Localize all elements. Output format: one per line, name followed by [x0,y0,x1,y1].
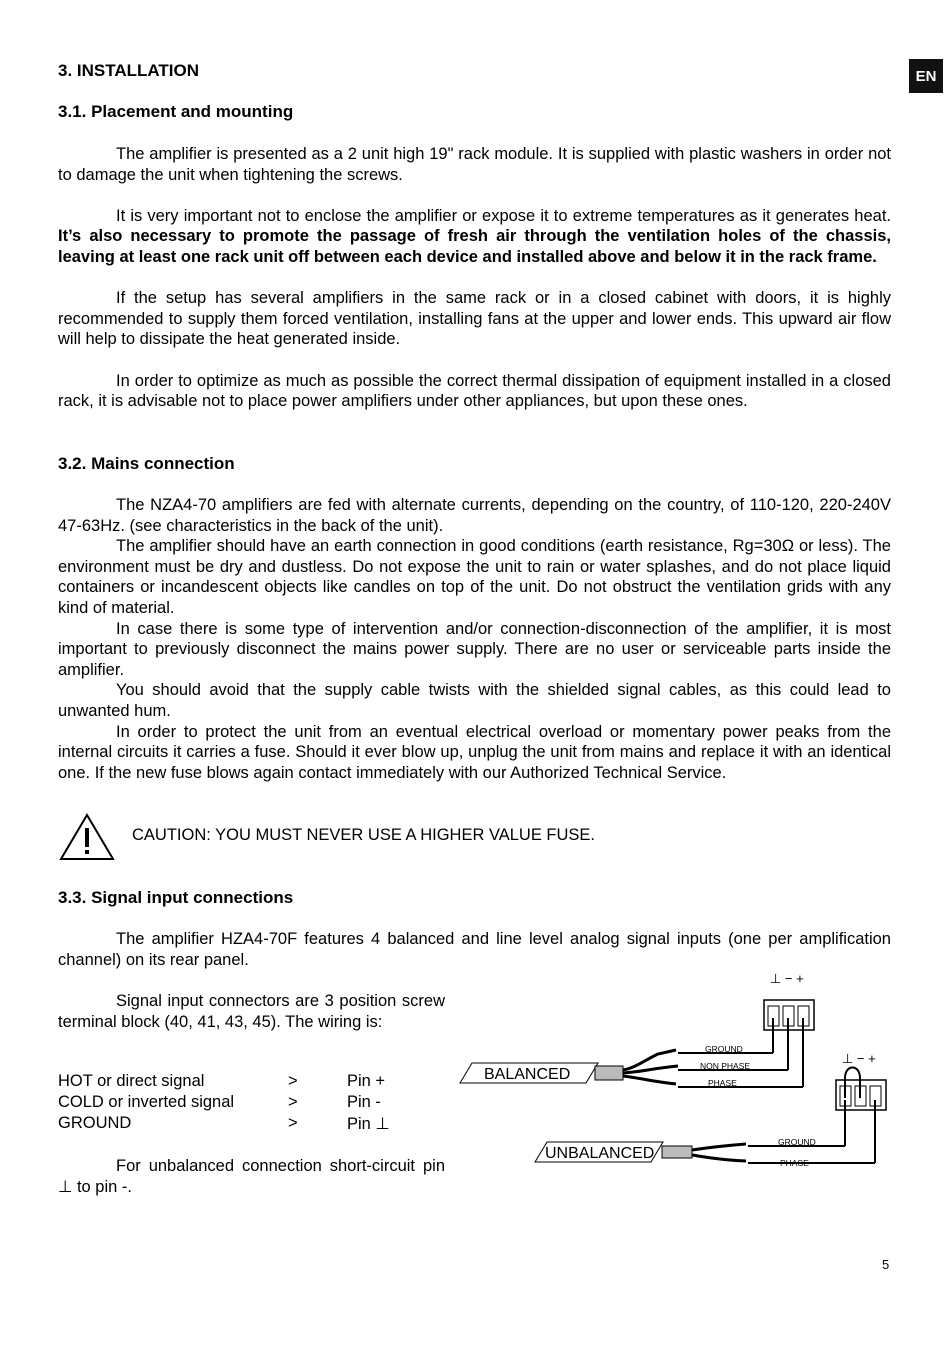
table-row [58,1072,390,1093]
warning-triangle-icon [58,812,116,862]
wiring-diagram [450,960,900,1190]
paragraph: If the setup has several amplifiers in the same rack or in a closed cabinet with doors, it is highly recommended to supply them forced ventilation, installing fans at the upper and lower ends. This upward air flow will help to dissipate the heat generated inside. [58,289,891,349]
paragraph-emphasis: It’s also necessary to promote the passage of fresh air through the ventilation holes of the chassis, leaving at least one rack unit off between each device and installed above and below it in the rack frame. [58,227,891,266]
paragraph: The amplifier HZA4-70F features 4 balanced and line level analog signal inputs (one per amplification channel) on its rear panel. [58,930,891,969]
paragraph: The amplifier should have an earth connection in good conditions (earth resistance, Rg=30Ω or less). The environment must be dry and dustless. Do not expose the unit to rain or water splashes, and do not place liquid containers or incandescent objects like candles on top of the unit. Do not obstruct the ventilation grids with any kind of material. [58,537,891,617]
paragraph: The amplifier is presented as a 2 unit high 19" rack module. It is supplied with plastic washers in order not to damage the unit when tightening the screws. [58,145,891,184]
balanced-cable [460,1018,803,1088]
paragraph: In order to protect the unit from an eventual electrical overload or momentary power peaks from the internal circuits it carries a fuse. Should it ever blow up, unplug the unit from mains and replace it with an identical one. If the new fuse blows again contact immediately with our Authorized Technical Service. [58,722,891,782]
mains-block [58,495,891,783]
wire-ground-label: GROUND [778,1137,816,1147]
paragraph: For unbalanced connection short-circuit pin ⊥ to pin -. [58,1157,445,1196]
signal-cell: HOT or direct signal [58,1072,205,1090]
caution-notice [58,812,891,862]
terminal-block-unbalanced [836,1068,886,1111]
paragraph: You should avoid that the supply cable twists with the shielded signal cables, as this could lead to unwanted hum. [58,681,891,720]
arrow-cell: > [288,1093,298,1111]
language-badge: EN [909,59,943,93]
unbalanced-note [58,1156,445,1197]
arrow-cell: > [288,1072,298,1090]
pin-cell: Pin ⊥ [347,1115,390,1133]
unbalanced-label: UNBALANCED [545,1145,655,1162]
terminal-symbols-unbalanced: ⊥ − + [842,1051,876,1066]
paragraph: In order to optimize as much as possible the correct thermal dissipation of equipment installed in a closed rack, it is advisable not to place power amplifiers under other appliances, but upon these ones. [58,371,891,411]
signal-connector-text [58,991,445,1032]
unbalanced-cable [535,1100,875,1168]
table-row [58,1093,390,1114]
subsection-title-placement: 3.1. Placement and mounting [58,102,294,121]
paragraph: Signal input connectors are 3 position screw terminal block (40, 41, 43, 45). The wiring is: [58,992,445,1031]
table-row [58,1114,390,1135]
page-number: 5 [882,1257,890,1272]
subsection-title-signal: 3.3. Signal input connections [58,888,294,907]
pin-cell: Pin + [347,1072,386,1090]
terminal-symbols-balanced: ⊥ − + [770,971,804,986]
paragraph: In case there is some type of intervention and/or connection-disconnection of the amplifier, it is most important to previously disconnect the mains power supply. There are no user or serviceable parts inside the amplifier. [58,619,891,679]
wire-ground-label: GROUND [705,1044,743,1054]
wire-phase-label: PHASE [780,1158,809,1168]
placement-block [58,144,891,412]
paragraph [58,206,891,268]
caution-text: CAUTION: YOU MUST NEVER USE A HIGHER VALUE FUSE. [132,826,596,844]
signal-cell: GROUND [58,1114,132,1132]
paragraph: The NZA4-70 amplifiers are fed with alternate currents, depending on the country, of 110-120, 220-240V 47-63Hz. (see characteristics in the back of the unit). [58,496,891,535]
wiring-table [58,1072,390,1135]
pin-cell: Pin - [347,1093,381,1111]
subsection-title-mains: 3.2. Mains connection [58,454,235,473]
balanced-label: BALANCED [484,1066,571,1083]
wire-non-phase-label: NON PHASE [700,1061,751,1071]
paragraph-text: It is very important not to enclose the amplifier or expose it to extreme temperatures as it generates heat. [116,206,891,225]
signal-cell: COLD or inverted signal [58,1093,235,1111]
section-title: 3. INSTALLATION [58,61,200,80]
wire-phase-label: PHASE [708,1078,737,1088]
arrow-cell: > [288,1114,298,1132]
